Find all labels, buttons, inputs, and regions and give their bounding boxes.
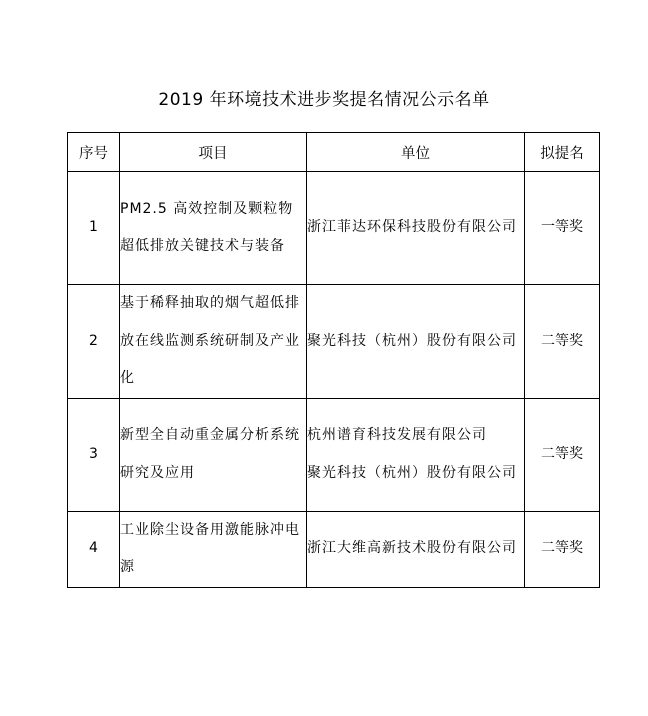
- unit-name: 浙江大维高新技术股份有限公司: [307, 540, 517, 557]
- row-index: 4: [68, 511, 120, 587]
- header-unit: 单位: [307, 133, 525, 172]
- row-project: 新型全自动重金属分析系统研究及应用: [120, 398, 307, 511]
- table-row: [68, 511, 600, 587]
- row-award: 二等奖: [525, 285, 600, 399]
- nominee-table: [67, 132, 600, 588]
- row-project: PM2.5 高效控制及颗粒物超低排放关键技术与装备: [120, 172, 307, 285]
- unit-name: 聚光科技（杭州）股份有限公司: [307, 332, 517, 349]
- row-unit: [307, 172, 525, 285]
- unit-name: 聚光科技（杭州）股份有限公司: [307, 464, 517, 481]
- row-unit: [307, 398, 525, 511]
- table-row: [68, 172, 600, 285]
- row-index: 2: [68, 285, 120, 399]
- row-award: 二等奖: [525, 511, 600, 587]
- unit-name: 浙江菲达环保科技股份有限公司: [307, 219, 517, 236]
- header-index: 序号: [68, 133, 120, 172]
- table-header-row: [68, 133, 600, 172]
- row-project: 基于稀释抽取的烟气超低排放在线监测系统研制及产业化: [120, 285, 307, 399]
- row-index: 1: [68, 172, 120, 285]
- unit-name: 杭州谱育科技发展有限公司: [307, 427, 487, 443]
- header-award: 拟提名: [525, 133, 600, 172]
- row-unit: [307, 511, 525, 587]
- page-title: 2019 年环境技术进步奖提名情况公示名单: [158, 90, 490, 110]
- header-project: 项目: [120, 133, 307, 172]
- row-unit: [307, 285, 525, 399]
- row-award: 一等奖: [525, 172, 600, 285]
- row-project: 工业除尘设备用激能脉冲电源: [120, 511, 307, 587]
- row-index: 3: [68, 398, 120, 511]
- table-row: [68, 285, 600, 399]
- table-row: [68, 398, 600, 511]
- row-award: 二等奖: [525, 398, 600, 511]
